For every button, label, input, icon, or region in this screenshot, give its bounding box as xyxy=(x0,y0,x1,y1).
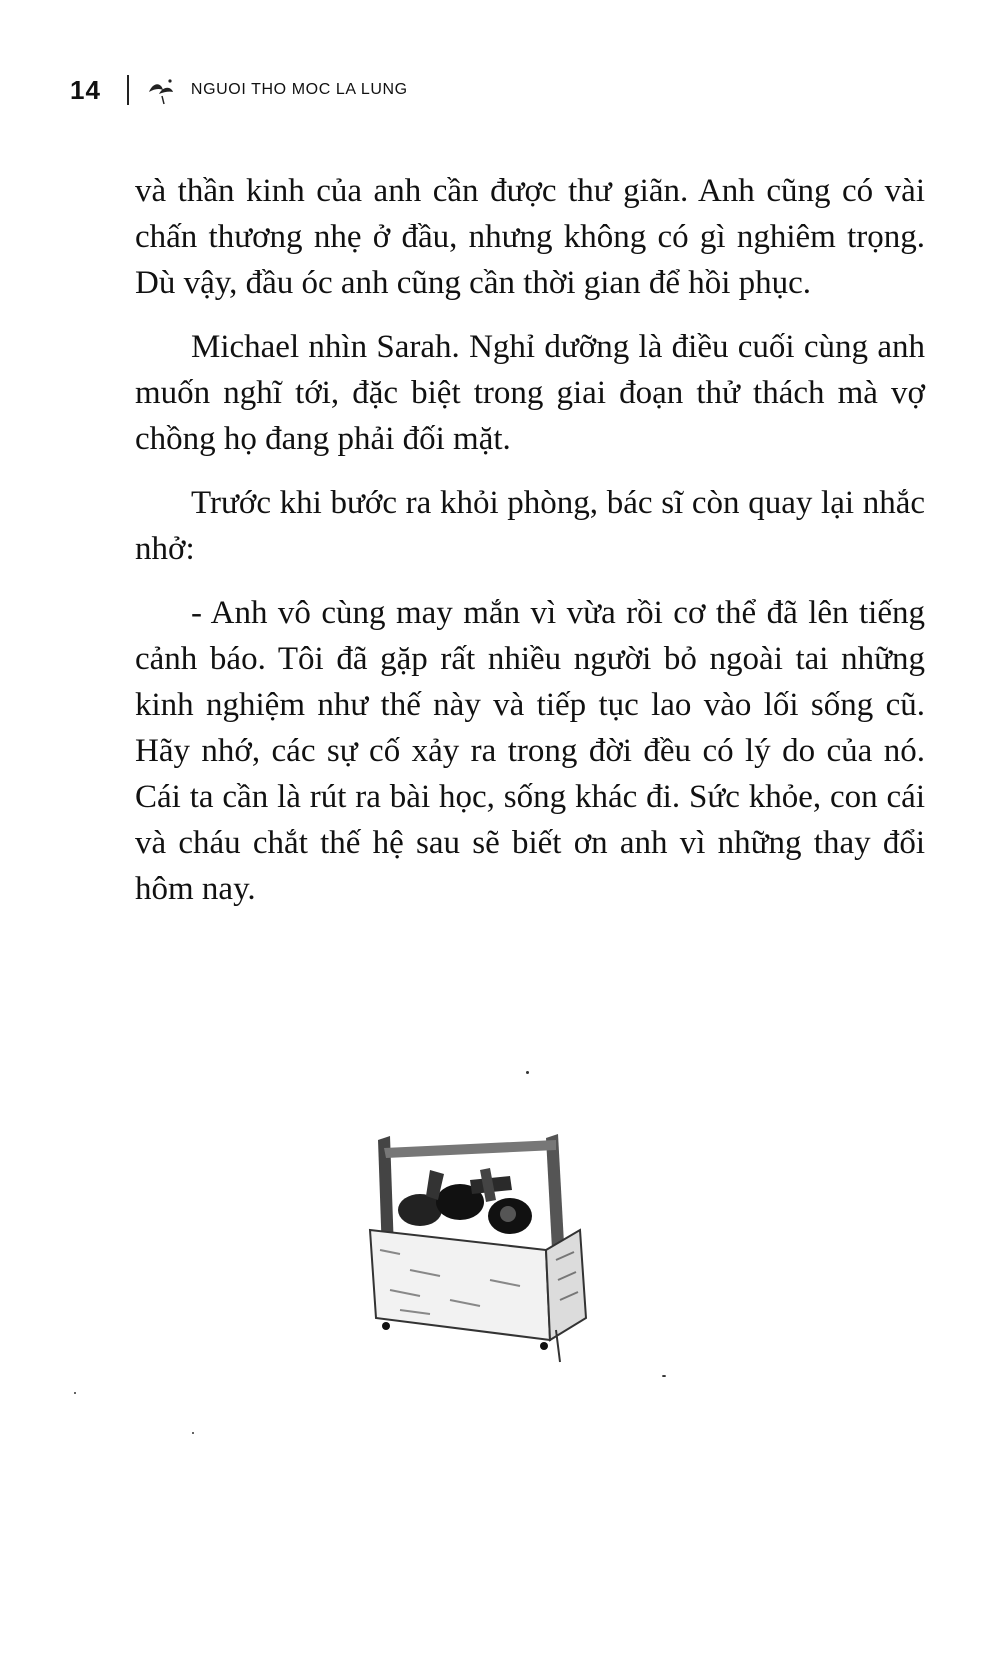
paragraph-2: Michael nhìn Sarah. Nghỉ dưỡng là điều cuối cùng anh muốn nghĩ tới, đặc biệt trong giai đoạn thử thách mà vợ chồng họ đang phải đối mặt. xyxy=(135,329,925,457)
header-divider xyxy=(127,75,129,105)
toolbox-illustration-icon xyxy=(360,1130,640,1370)
running-header xyxy=(70,70,408,110)
paragraph-4: - Anh vô cùng may mắn vì vừa rồi cơ thể đã lên tiếng cảnh báo. Tôi đã gặp rất nhiều người bỏ ngoài tai những kinh nghiệm như thế này và tiếp tục lao vào lối sống cũ. Hãy nhớ, các sự cố xảy ra trong đời đều có lý do của nó. Cái ta cần là rút ra bài học, sống khác đi. Sức khỏe, con cái và cháu chắt thế hệ sau sẽ biết ơn anh vì những thay đổi hôm nay. xyxy=(135,595,925,907)
ink-speck xyxy=(662,1375,666,1377)
paragraph-3: Trước khi bước ra khỏi phòng, bác sĩ còn quay lại nhắc nhở: xyxy=(135,485,925,567)
page-number: 14 xyxy=(70,74,101,105)
running-title: NGUOI THO MOC LA LUNG xyxy=(190,81,408,98)
ink-speck xyxy=(74,1392,76,1394)
body-text xyxy=(135,168,925,930)
ink-speck xyxy=(526,1071,529,1074)
paragraph-1: và thần kinh của anh cần được thư giãn. Anh cũng có vài chấn thương nhẹ ở đầu, nhưng không có gì nghiêm trọng. Dù vậy, đầu óc anh cũng cần thời gian để hồi phục. xyxy=(135,173,925,301)
ink-speck xyxy=(192,1432,194,1434)
leaf-ornament-icon xyxy=(145,74,177,106)
